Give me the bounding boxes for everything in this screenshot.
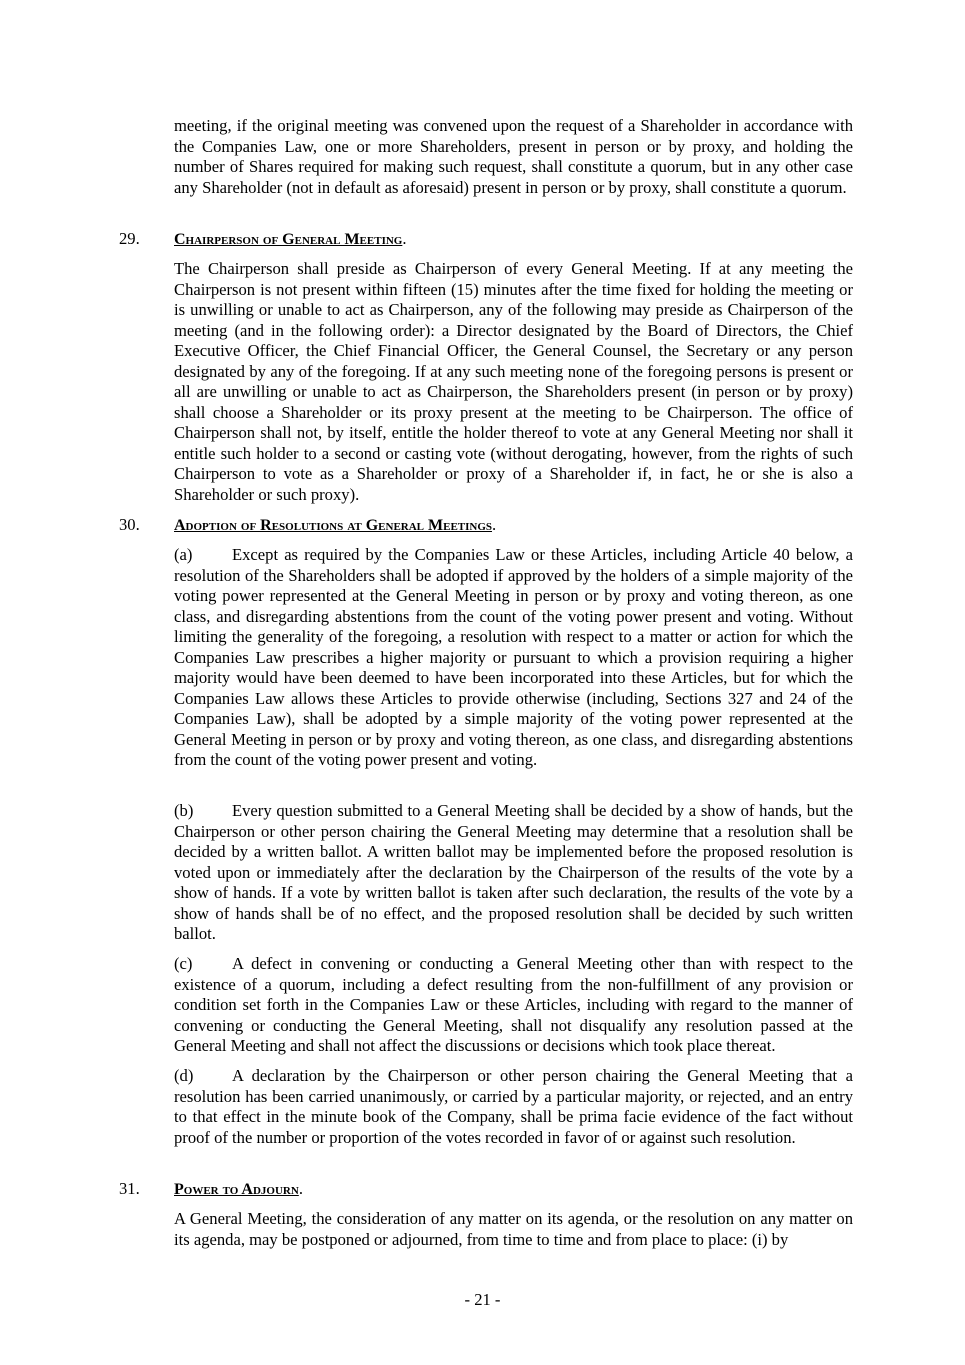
section-30-item-b <box>174 801 853 945</box>
section-30-number: 30. <box>119 515 140 534</box>
section-31-body: A General Meeting, the consideration of any matter on its agenda, or the resolution on any matter on its agenda, may be postponed or adjourned, from time to time and from place to place: (i) by <box>174 1209 853 1249</box>
page-number: - 21 - <box>464 1290 501 1309</box>
continuation-paragraph: meeting, if the original meeting was convened upon the request of a Shareholder in accordance with the Companies Law, one or more Shareholders, present in person or by proxy, and holding the number of Shares required for making such request, shall constitute a quorum, but in any other case any Shareholder (not in default as aforesaid) present in person or by proxy, shall constitute a quorum. <box>174 116 853 197</box>
item-b-text: Every question submitted to a General Meeting shall be decided by a show of hands, but the Chairperson or other person chairing the General Meeting may determine that a resolution shall be decided by a written ballot. A written ballot may be implemented before the proposed resolution is voted upon or immediately after the declaration by the Chairperson of the results of the vote by a show of hands. If a vote by written ballot is taken after such declaration, the results of the vote by a show of hands shall be of no effect, and the proposed resolution shall be decided by such written ballot. <box>174 801 853 943</box>
item-b-label: (b) <box>174 801 194 820</box>
section-29-number: 29. <box>119 229 140 248</box>
section-31-number: 31. <box>119 1179 140 1198</box>
section-30-item-c <box>174 954 853 1057</box>
item-a-label: (a) <box>174 545 193 564</box>
section-30-item-d <box>174 1066 853 1148</box>
section-30-title: Adoption of Resolutions at General Meetings <box>174 517 493 534</box>
section-29-title: Chairperson of General Meeting <box>174 231 403 248</box>
section-31-heading <box>174 1179 303 1201</box>
section-31-heading-period: . <box>298 1179 303 1198</box>
section-29-heading-period: . <box>402 229 407 248</box>
section-29-body: The Chairperson shall preside as Chairperson of every General Meeting. If at any meeting the Chairperson is not present within fifteen (15) minutes after the time fixed for holding the meeting or is unwilling or unable to act as Chairperson, any of the following may preside as Chairperson of the meeting (and in the following order): a Director designated by the Board of Directors, the Chief Executive Officer, the Chief Financial Officer, the General Counsel, the Secretary or any person designated by any of the foregoing. If at any such meeting none of the foregoing persons is present or all are unwilling or unable to act as Chairperson, the Shareholders present (in person or by proxy) shall choose a Shareholder or its proxy present at the meeting to be Chairperson. The office of Chairperson shall not, by itself, entitle the holder thereof to vote at any General Meeting nor shall it entitle such holder to a second or casting vote (without derogating, however, from the rights of such Chairperson to vote as a Shareholder or proxy of a Shareholder if, in fact, he or she is also a Shareholder or such proxy). <box>174 259 853 504</box>
section-29-heading <box>174 229 407 251</box>
section-31-title: Power to Adjourn <box>174 1181 299 1198</box>
section-30-heading <box>174 515 496 537</box>
item-d-label: (d) <box>174 1066 194 1085</box>
item-c-text: A defect in convening or conducting a General Meeting other than with respect to the existence of a quorum, including a defect resulting from the non-fulfillment of any provision or condition set forth in the Companies Law or these Articles, including with regard to the manner of convening or conducting the General Meeting, shall not disqualify any resolution passed at the General Meeting and shall not affect the discussions or decisions which took place thereat. <box>174 954 853 1055</box>
section-30-heading-period: . <box>492 515 497 534</box>
item-c-label: (c) <box>174 954 193 973</box>
section-30-item-a <box>174 545 853 771</box>
item-d-text: A declaration by the Chairperson or other person chairing the General Meeting that a resolution has been carried unanimously, or carried by a particular majority, or rejected, and an entry to that effect in the minute book of the Company, shall be prima facie evidence of the fact without proof of the number or proportion of the votes recorded in favor of or against such resolution. <box>174 1066 853 1147</box>
item-a-text: Except as required by the Companies Law or these Articles, including Article 40 below, a resolution of the Shareholders shall be adopted if approved by the holders of a simple majority of the voting power represented at the General Meeting in person or by proxy and voting thereon, as one class, and disregarding abstentions from the count of the voting power present and voting. Without limiting the generality of the foregoing, a resolution with respect to a matter or action for which the Companies Law prescribes a higher majority or pursuant to which a provision requiring a higher majority would have been deemed to have been incorporated into these Articles, but for which the Companies Law allows these Articles to provide otherwise (including, Sections 327 and 24 of the Companies Law), shall be adopted by a simple majority of the voting power represented at the General Meeting in person or by proxy and voting thereon, as one class, and disregarding abstentions from the count of the voting power present and voting. <box>174 545 853 769</box>
